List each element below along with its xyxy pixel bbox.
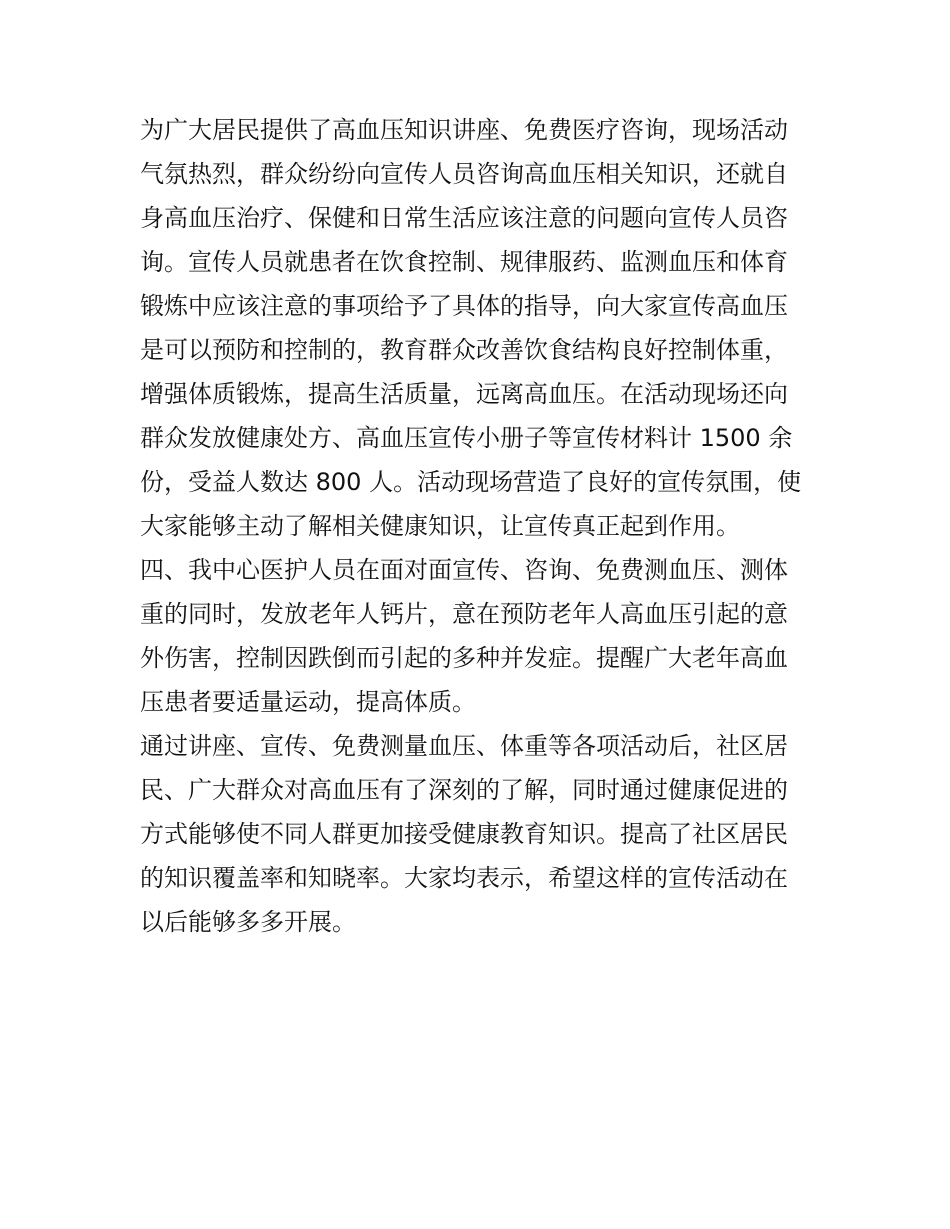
text-line: 压患者要适量运动，提高体质。 [140, 688, 476, 716]
text-line: 的知识覆盖率和知晓率。大家均表示，希望这样的宣传活动在 [140, 864, 788, 892]
text-line: 群众发放健康处方、高血压宣传小册子等宣传材料计 1500 余 [140, 424, 793, 452]
text-line: 方式能够使不同人群更加接受健康教育知识。提高了社区居民 [140, 820, 788, 848]
text-line: 增强体质锻炼，提高生活质量，远离高血压。在活动现场还向 [140, 380, 788, 408]
text-line: 通过讲座、宣传、免费测量血压、体重等各项活动后，社区居 [140, 732, 788, 760]
text-line: 外伤害，控制因跌倒而引起的多种并发症。提醒广大老年高血 [140, 644, 788, 672]
text-line: 大家能够主动了解相关健康知识，让宣传真正起到作用。 [140, 512, 740, 540]
text-line: 重的同时，发放老年人钙片，意在预防老年人高血压引起的意 [140, 600, 788, 628]
text-line: 四、我中心医护人员在面对面宣传、咨询、免费测血压、测体 [140, 556, 788, 584]
text-line: 锻炼中应该注意的事项给予了具体的指导，向大家宣传高血压 [140, 292, 788, 320]
text-line: 身高血压治疗、保健和日常生活应该注意的问题向宣传人员咨 [140, 204, 788, 232]
text-line: 是可以预防和控制的，教育群众改善饮食结构良好控制体重， [140, 336, 788, 364]
body-text [140, 108, 820, 944]
text-line: 份，受益人数达 800 人。活动现场营造了良好的宣传氛围，使 [140, 468, 802, 496]
text-line: 为广大居民提供了高血压知识讲座、免费医疗咨询，现场活动 [140, 116, 788, 144]
text-line: 以后能够多多开展。 [140, 908, 356, 936]
text-line: 民、广大群众对高血压有了深刻的了解，同时通过健康促进的 [140, 776, 788, 804]
text-line: 询。宣传人员就患者在饮食控制、规律服药、监测血压和体育 [140, 248, 788, 276]
text-line: 气氛热烈，群众纷纷向宣传人员咨询高血压相关知识，还就自 [140, 160, 788, 188]
